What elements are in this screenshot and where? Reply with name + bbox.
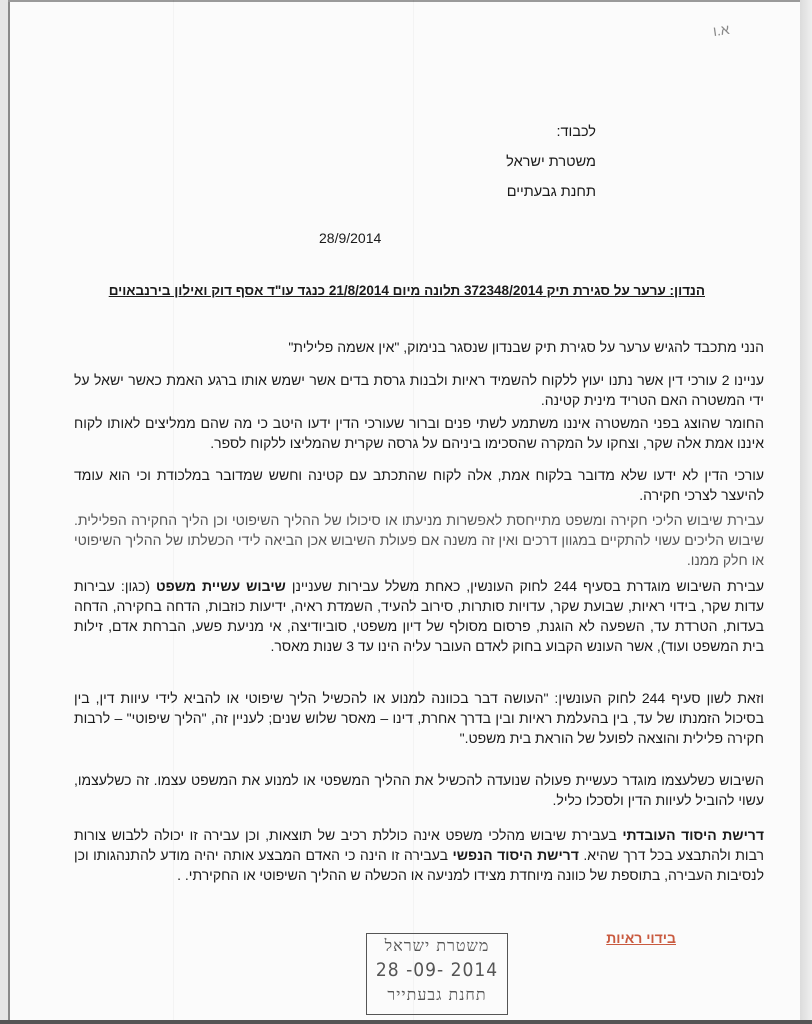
evidence-fabrication-link[interactable]: בידוי ראיות <box>606 930 676 946</box>
paragraph-obstruction-definition: עבירת שיבוש הליכי חקירה ומשפט מתייחסת לאפשרות מניעתו או סיכולו של ההליך השיפוטי וכן הליך החקירה הפלילית. שיבוש הליכים עשוי להתקיים במגוון דרכים ואין זה משנה אם פעולת השיבוש אכן הביאה לידי הכשלתו של ההליך השיפוטי או חלק ממנו. <box>74 512 764 568</box>
bold-term: דרישת היסוד הנפשי <box>452 847 579 863</box>
addressee-org: משטרת ישראל <box>506 154 596 170</box>
letter-date: 28/9/2014 <box>319 230 382 246</box>
paragraph-elements: דרישת היסוד העובדתי בעבירת שיבוש מהלכי משפט אינה כוללת רכיב של תוצאות, וכן עבירה זו יכולה ללבוש צורות רבות ולהתבצע בכל דרך שהיא. דרישת היסוד הנפשי בעבירה זו הינה כי האדם המבצע אותה יהיה מודע להתנהגותו וכן לנסיבות העבירה, בתוספת של כוונה מיוחדת מצידו למניעה או הכשלה ש ההליך השיפוטי או החקירתי. . <box>74 827 765 883</box>
corner-handwritten-mark: א.ו <box>711 20 731 40</box>
bold-term: שיבוש עשיית משפט <box>156 578 286 594</box>
paragraph-background: עניינו 2 עורכי דין אשר נתנו יעוץ ללקוח להשמיד ראיות ולבנות גרסת בדים אשר ישמש אותו ברגע האמת כאשר ישאל על ידי המשטרה האם הטריד מינית קטינה. <box>74 372 764 408</box>
scan-edge-shadow <box>800 0 812 1024</box>
paragraph-law-text: וזאת לשון סעיף 244 לחוק העונשין: "העושה דבר בכוונה למנוע או להכשיל הליך שיפוטי או להביא לידי עיוות דין, בין בסיכול הזמנתו של עד, בין בהעלמת ראיות ובין בדרך אחרת, דינו – מאסר שלוש שנים; לעניין זה, "הליך שיפוטי" – לרבות חקירה פלילית והוצאה לפועל של הוראת בית משפט." <box>74 690 764 746</box>
stamp-date: 28 -09- 2014 <box>375 959 499 981</box>
paragraph-intro: הנני מתכבד להגיש ערער על סגירת תיק שבנדון שנסגר בנימוק, "אין אשמה פלילית" <box>288 339 764 355</box>
addressee-station: תחנת גבעתיים <box>506 184 596 200</box>
addressee-block <box>506 120 596 210</box>
stamp-station: תחנת גבעתייר <box>387 985 487 1004</box>
police-received-stamp <box>366 933 508 1015</box>
scanned-letter-page <box>8 0 800 1020</box>
paragraph-lawyers: עורכי הדין לא ידעו שלא מדובר בלקוח אמת, אלה לקוח שהתכתב עם קטינה וחשש שמדובר במלכודת וכי הוא עומד להיעצר לצרכי חקירה. <box>74 467 764 503</box>
addressee-salutation: לכבוד: <box>556 124 596 140</box>
paragraph-material: החומר שהוצג בפני המשטרה איננו משתמע לשתי פנים וברור שעורכי הדין ידעו היטב כי מה שהם ממליצים לאותו לקוח איננו אמת אלה שקר, וצחקו על המקרה שהסכימו ביניהם על גרסה שקרית שהמליצו ללקוח לספר. <box>74 415 764 451</box>
bold-term: דרישת היסוד העובדתי <box>622 827 765 843</box>
paragraph-obstruction-itself: השיבוש כשלעצמו מוגדר כעשיית פעולה שנועדה להכשיל את ההליך המשפטי או למנוע את המשפט עצמו. זה כשלעצמו, עשוי להוביל לעיוות הדין ולסכלו כליל. <box>74 772 764 808</box>
scan-bottom-edge <box>0 1020 812 1024</box>
paragraph-section-244: עבירת השיבוש מוגדרת בסעיף 244 לחוק העונשין, כאחת משלל עבירות שעניינן שיבוש עשיית משפט (כגון: עבירות עדות שקר, בידוי ראיות, שבועת שקר, עדויות סותרות, סירוב להעיד, השמדת ראיה, ידיעות כוזבות, הדחה בחקירה, הדחה בעדות, הטרדת עד, השפעה לא הוגנת, פרסום מסולף של דיון משפטי, סוביודיצה, אי מניעת פשע, הברחת אדם, זילות בית המשפט ועוד), אשר העונש הקבוע בחוק לאדם העובר עליה הינו עד 3 שנות מאסר. <box>74 578 764 654</box>
letter-subject: הנדון: ערער על סגירת תיק 372348/2014 תלונה מיום 21/8/2014 כנגד עו"ד אסף דוק ואילון בירנבאוים <box>108 283 705 298</box>
stamp-org: משטרת ישראל <box>384 936 490 955</box>
